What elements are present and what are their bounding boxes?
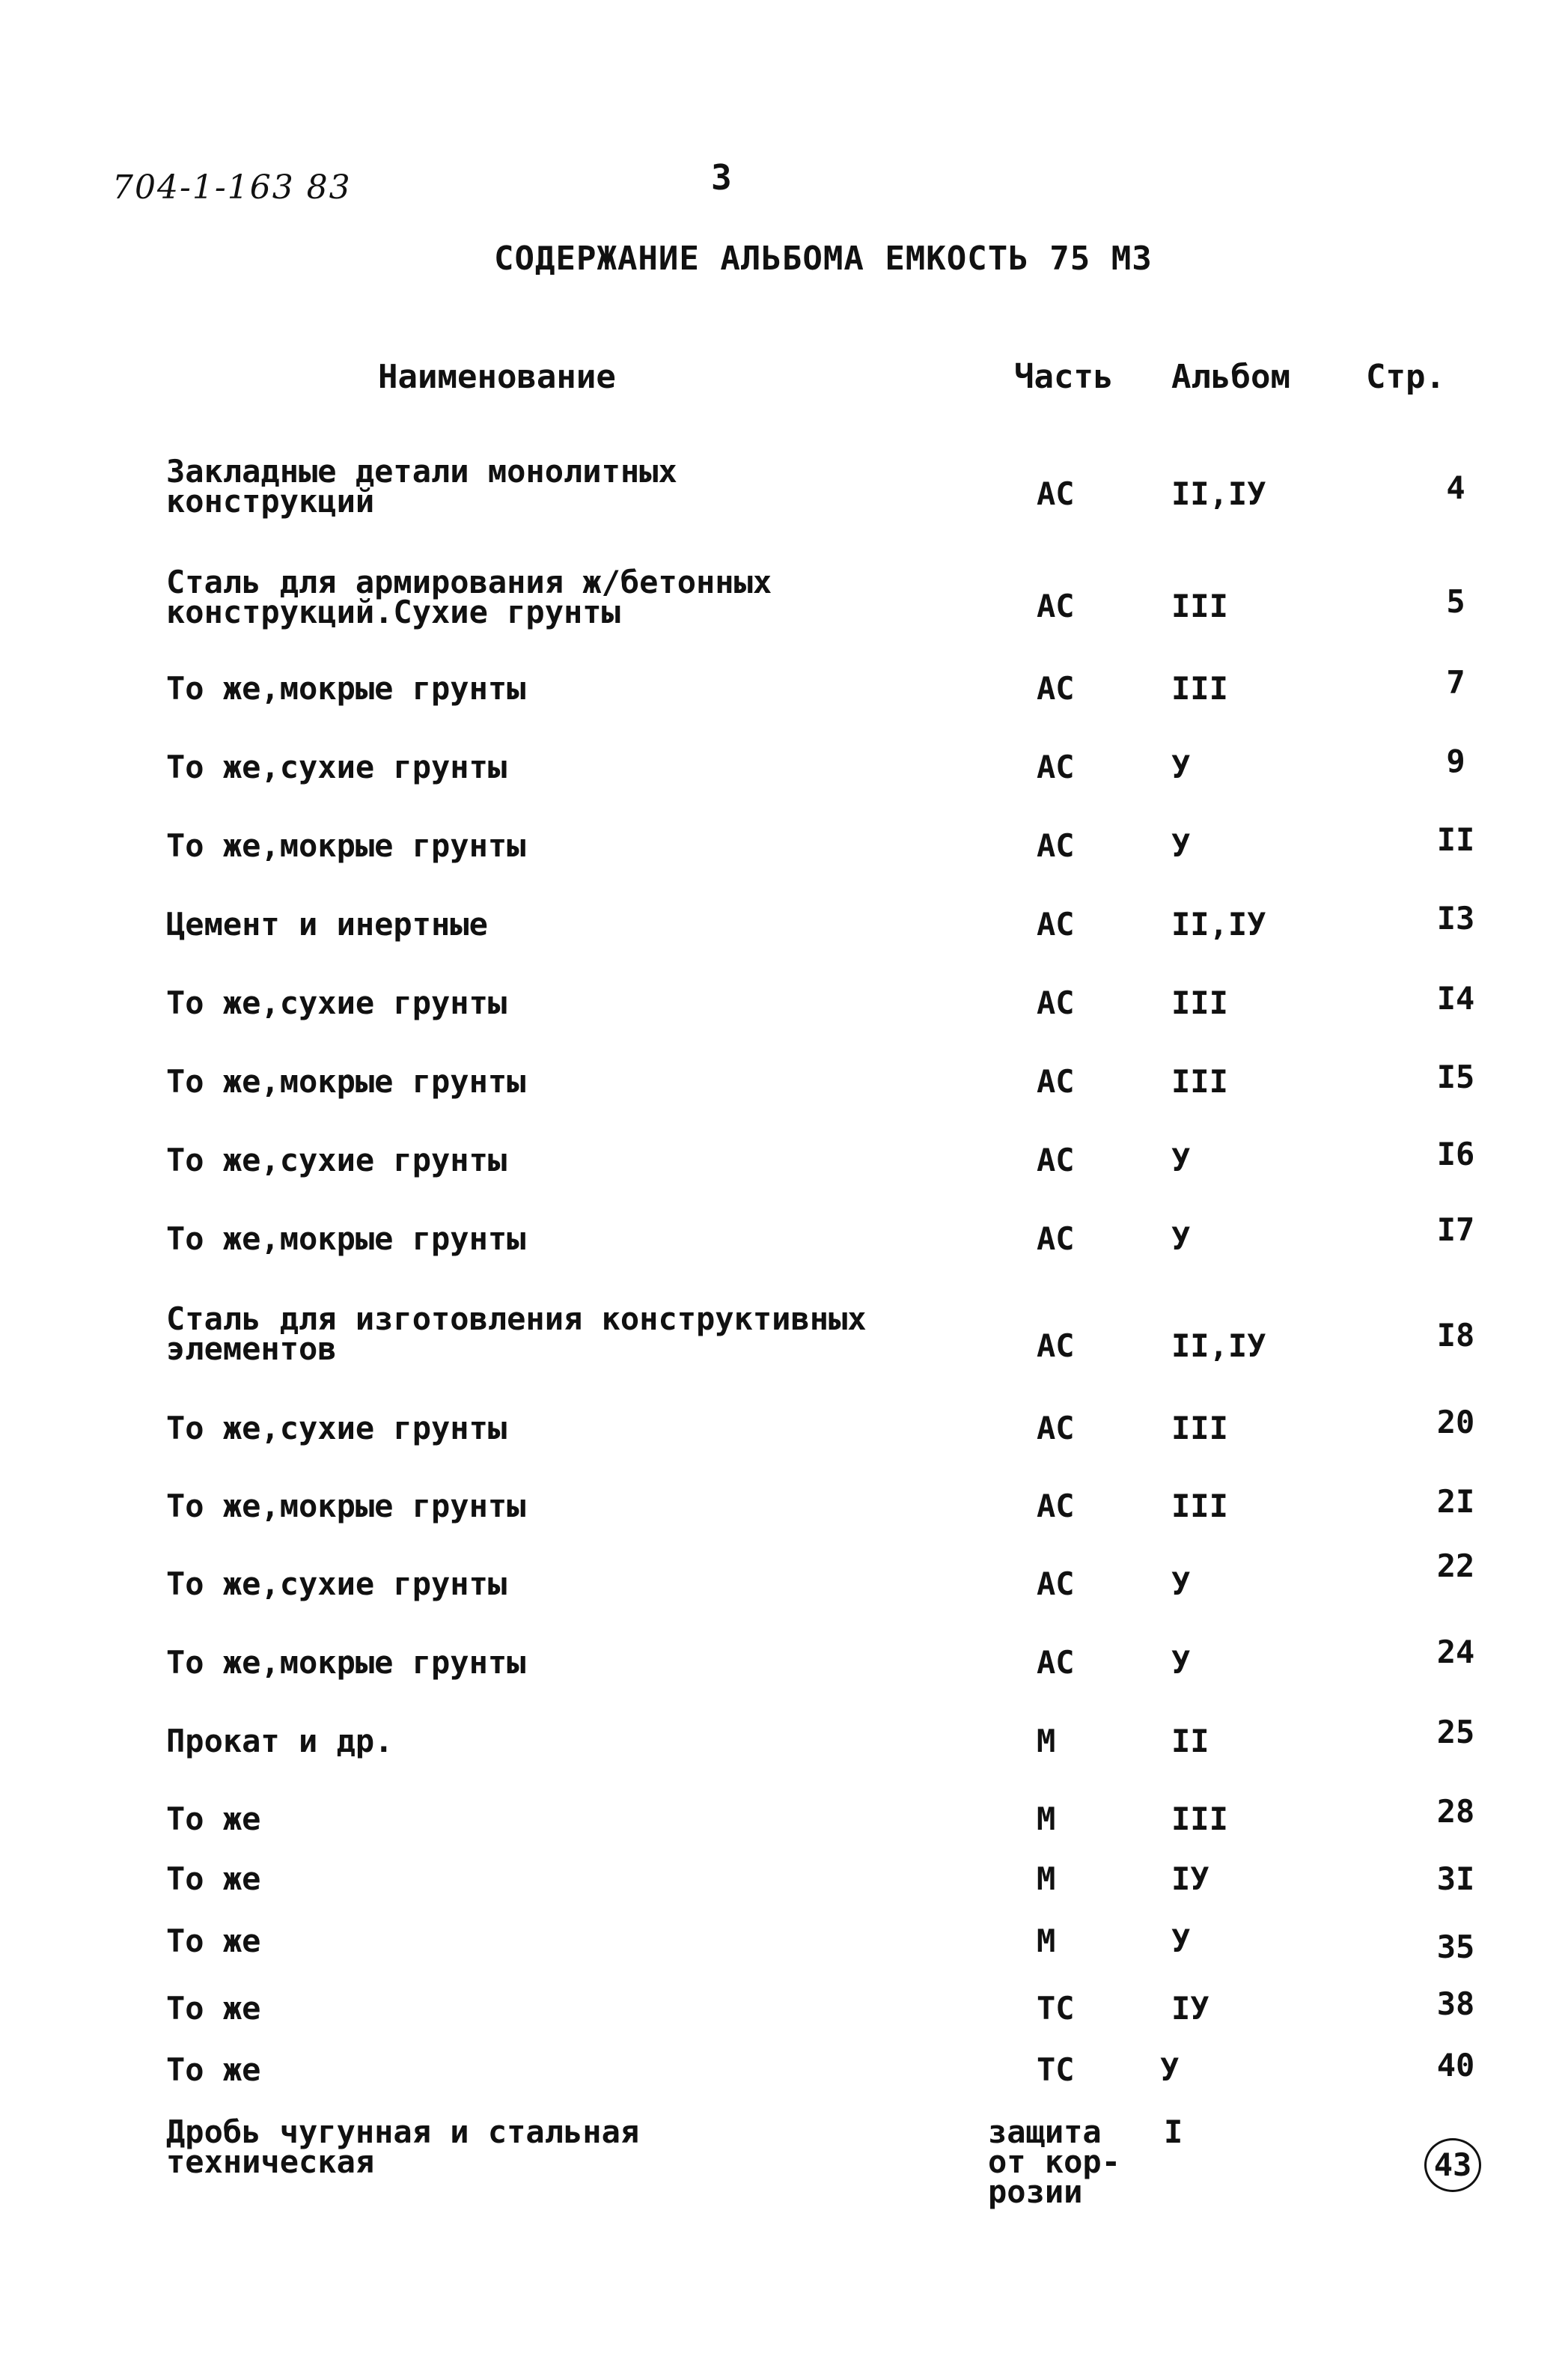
row-part: АС bbox=[1037, 475, 1075, 512]
row-album: У bbox=[1171, 749, 1191, 785]
row-page bbox=[1426, 2108, 1486, 2192]
row-name: То же,мокрые грунты bbox=[166, 1220, 526, 1257]
row-page: 25 bbox=[1436, 1714, 1475, 1750]
row-page: I7 bbox=[1436, 1211, 1475, 1248]
column-header-album: Альбом bbox=[1171, 358, 1290, 396]
row-name: Прокат и др. bbox=[166, 1723, 394, 1759]
row-name: То же,мокрые грунты bbox=[166, 1488, 526, 1524]
row-name: То же bbox=[166, 1860, 261, 1897]
row-name: Цемент и инертные bbox=[166, 906, 488, 943]
row-part: ТС bbox=[1037, 1990, 1075, 2027]
row-part: АС bbox=[1037, 1220, 1075, 1257]
column-header-part: Часть bbox=[1014, 358, 1114, 396]
row-album: II bbox=[1171, 1723, 1209, 1759]
column-header-name: Наименование bbox=[378, 358, 616, 396]
row-album: IУ bbox=[1171, 1860, 1209, 1897]
row-name: Сталь для изготовления конструктивных элементов bbox=[166, 1300, 867, 1367]
page-title: СОДЕРЖАНИЕ АЛЬБОМА ЕМКОСТЬ 75 МЗ bbox=[494, 240, 1153, 278]
row-name: То же bbox=[166, 1923, 261, 1959]
row-part: АС bbox=[1037, 1565, 1075, 1602]
row-part: М bbox=[1037, 1723, 1056, 1759]
row-name: То же bbox=[166, 1801, 261, 1837]
row-album: II,IУ bbox=[1171, 906, 1266, 943]
row-album: У bbox=[1171, 1923, 1191, 1959]
row-part: ТС bbox=[1037, 2051, 1075, 2088]
row-album: III bbox=[1171, 670, 1228, 707]
row-page: 35 bbox=[1436, 1929, 1475, 1965]
row-page: 40 bbox=[1436, 2047, 1475, 2084]
row-page: 4 bbox=[1446, 469, 1465, 506]
row-page: 3I bbox=[1436, 1860, 1475, 1897]
row-album: У bbox=[1171, 1220, 1191, 1257]
row-page: 20 bbox=[1436, 1404, 1475, 1440]
row-name: То же,сухие грунты bbox=[166, 1410, 507, 1446]
row-name: То же,мокрые грунты bbox=[166, 827, 526, 864]
row-album: III bbox=[1171, 1801, 1228, 1837]
row-part: АС bbox=[1037, 1063, 1075, 1100]
row-name: То же,сухие грунты bbox=[166, 1142, 507, 1178]
row-part: АС bbox=[1037, 984, 1075, 1021]
row-part: АС bbox=[1037, 749, 1075, 785]
row-album: III bbox=[1171, 588, 1228, 624]
row-name: Сталь для армирования ж/бетонных конструкций.Сухие грунты bbox=[166, 564, 772, 630]
row-page: 22 bbox=[1436, 1547, 1475, 1584]
row-name: Закладные детали монолитных конструкций bbox=[166, 453, 677, 520]
row-part: М bbox=[1037, 1860, 1056, 1897]
row-page: 5 bbox=[1446, 583, 1465, 620]
row-album: III bbox=[1171, 1063, 1228, 1100]
row-name: То же,мокрые грунты bbox=[166, 1063, 526, 1100]
row-page: 9 bbox=[1446, 743, 1465, 779]
row-page: 38 bbox=[1436, 1985, 1475, 2022]
row-name: То же,мокрые грунты bbox=[166, 670, 526, 707]
row-album: У bbox=[1171, 827, 1191, 864]
row-page: 7 bbox=[1446, 664, 1465, 701]
row-page: 28 bbox=[1436, 1793, 1475, 1830]
page-number: 3 bbox=[711, 157, 732, 198]
row-album: У bbox=[1171, 1644, 1191, 1681]
row-name: То же,сухие грунты bbox=[166, 1565, 507, 1602]
row-album: III bbox=[1171, 1410, 1228, 1446]
row-album: У bbox=[1171, 1565, 1191, 1602]
row-part: АС bbox=[1037, 670, 1075, 707]
row-part: АС bbox=[1037, 1644, 1075, 1681]
row-page: I5 bbox=[1436, 1059, 1475, 1095]
row-album: III bbox=[1171, 984, 1228, 1021]
row-album: III bbox=[1171, 1488, 1228, 1524]
row-part: защита от кор- розии bbox=[988, 2113, 1121, 2210]
row-part: АС bbox=[1037, 588, 1075, 624]
row-page: 24 bbox=[1436, 1634, 1475, 1670]
row-part: АС bbox=[1037, 906, 1075, 943]
row-page: I6 bbox=[1436, 1136, 1475, 1172]
row-part: М bbox=[1037, 1801, 1056, 1837]
row-album: У bbox=[1171, 1142, 1191, 1178]
row-album: У bbox=[1160, 2051, 1180, 2088]
row-name: То же,сухие грунты bbox=[166, 749, 507, 785]
column-header-page: Стр. bbox=[1366, 358, 1445, 396]
row-part: АС bbox=[1037, 1327, 1075, 1364]
row-page: II bbox=[1436, 821, 1475, 858]
row-part: М bbox=[1037, 1923, 1056, 1959]
row-page: I4 bbox=[1436, 980, 1475, 1017]
row-page: I3 bbox=[1436, 900, 1475, 937]
row-name: То же,мокрые грунты bbox=[166, 1644, 526, 1681]
row-album: II,IУ bbox=[1171, 1327, 1266, 1364]
row-name: Дробь чугунная и стальная техническая bbox=[166, 2113, 640, 2180]
row-name: То же,сухие грунты bbox=[166, 984, 507, 1021]
circled-page-number: 43 bbox=[1424, 2138, 1481, 2192]
row-part: АС bbox=[1037, 1488, 1075, 1524]
row-page: I8 bbox=[1436, 1317, 1475, 1354]
row-part: АС bbox=[1037, 1410, 1075, 1446]
row-page: 2I bbox=[1436, 1483, 1475, 1520]
document-code: 704-1-163 83 bbox=[112, 168, 352, 207]
row-album: IУ bbox=[1171, 1990, 1209, 2027]
row-album: I bbox=[1164, 2113, 1183, 2150]
row-name: То же bbox=[166, 2051, 261, 2088]
row-part: АС bbox=[1037, 827, 1075, 864]
row-album: II,IУ bbox=[1171, 475, 1266, 512]
row-part: АС bbox=[1037, 1142, 1075, 1178]
row-name: То же bbox=[166, 1990, 261, 2027]
